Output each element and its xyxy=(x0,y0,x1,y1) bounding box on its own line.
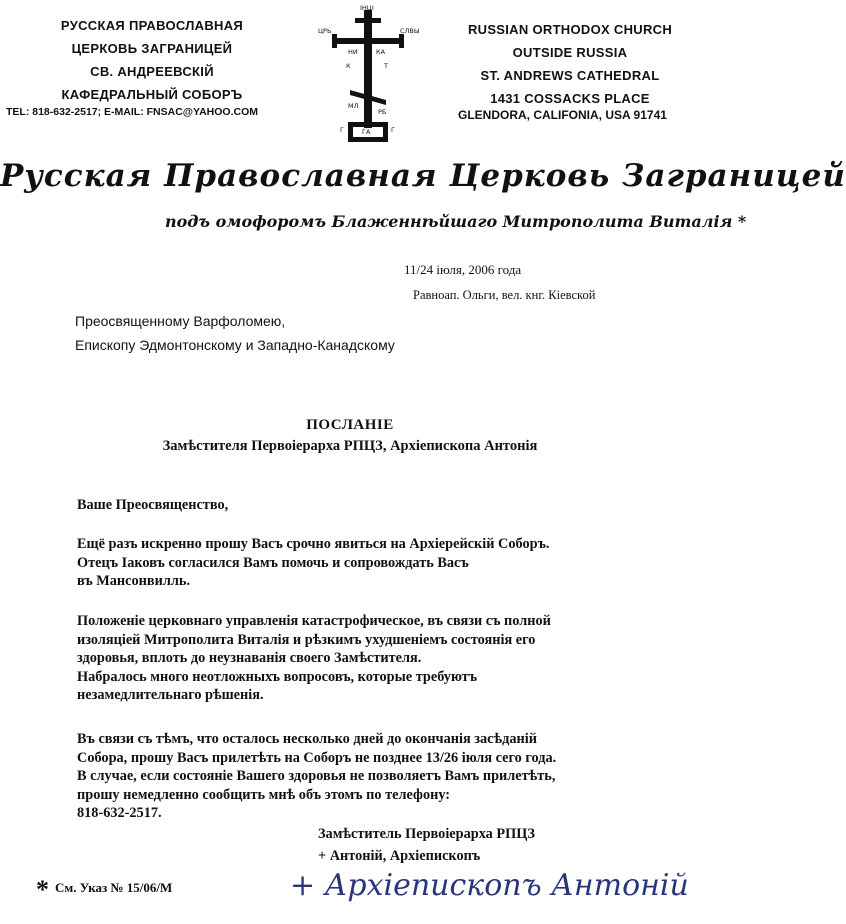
header-right-line: RUSSIAN ORTHODOX CHURCH xyxy=(467,22,673,37)
cross-label-base-left: Г xyxy=(340,126,344,134)
cross-label-center-left: НИ xyxy=(348,48,358,56)
footnote-mark: * xyxy=(36,875,49,904)
paragraph-line: Положеніе церковнаго управленія катастрофическое, въ связи съ полной xyxy=(77,613,551,629)
addressee-line: Преосвященному Варфоломею, xyxy=(75,313,286,329)
header-right-contact: GLENDORA, CALIFONIA, USA 91741 xyxy=(458,108,667,122)
paragraph-line: В случае, если состояніе Вашего здоровья не позволяетъ Вамъ прилетѣть, xyxy=(77,768,556,784)
header-left-line: КАФЕДРАЛЬНЫЙ СОБОРЪ xyxy=(61,87,243,102)
document-title: ПОСЛАНІЕ xyxy=(306,417,394,433)
cross-label-lower-left: МЛ xyxy=(348,102,359,110)
phone-number: 818-632-2517. xyxy=(77,805,162,821)
cross-label-top: ІНЦІ xyxy=(360,4,374,12)
header-left-line: СВ. АНДРЕЕВСКІЙ xyxy=(90,64,214,79)
subtitle-text: подъ омофоромъ Блаженнѣйшаго Митрополита Виталія xyxy=(165,212,733,231)
cross-label-k: К xyxy=(346,62,351,70)
header-left-line: РУССКАЯ ПРАВОСЛАВНАЯ xyxy=(60,18,244,33)
paragraph-1 xyxy=(77,535,697,591)
signature-name: + Антоній, Архіепископъ xyxy=(318,848,481,864)
cross-shape xyxy=(332,10,404,142)
cross-label-base-center: ГА xyxy=(362,128,371,136)
subtitle-footnote-mark: * xyxy=(737,212,747,231)
paragraph-line: въ Мансонвилль. xyxy=(77,573,191,589)
signature-title: Замѣститель Первоіерарха РПЦЗ xyxy=(318,826,535,842)
header-right-line: 1431 COSSACKS PLACE xyxy=(490,91,650,106)
header-left-block xyxy=(2,14,302,106)
header-left-contact: TEL: 818-632-2517; E-MAIL: FNSAC@YAHOO.COM xyxy=(6,106,258,118)
cross-label-t: Т xyxy=(384,62,388,70)
cross-label-left-arm: ЦРЬ xyxy=(318,27,332,35)
paragraph-line: Ещё разъ искренно прошу Васъ срочно явиться на Архіерейскій Соборъ. xyxy=(77,536,550,552)
letterhead-title: Русская Православная Церковь Заграницей xyxy=(0,158,846,194)
orthodox-cross-icon xyxy=(318,4,418,154)
greeting: Ваше Преосвященство, xyxy=(77,497,229,513)
paragraph-line: незамедлительнаго рѣшенія. xyxy=(77,687,264,703)
paragraph-3 xyxy=(77,730,697,823)
handwritten-signature: + Архіепископъ Антоній xyxy=(290,868,689,903)
paragraph-line: прошу немедленно сообщить мнѣ объ этомъ по телефону: xyxy=(77,786,451,803)
letterhead-subtitle xyxy=(165,212,747,231)
cross-label-base-right: Г xyxy=(391,126,395,134)
letter-date: 11/24 іюля, 2006 года xyxy=(404,262,522,277)
paragraph-line: Въ связи съ тѣмъ, что осталось несколько дней до окончанія засѣданій xyxy=(77,731,537,747)
feast-day: Равноап. Ольги, вел. кнг. Кіевской xyxy=(413,288,596,302)
header-right-line: OUTSIDE RUSSIA xyxy=(512,45,628,60)
addressee-line: Епископу Эдмонтонскому и Западно-Канадскому xyxy=(75,337,395,353)
cross-label-center-right: КА xyxy=(376,48,386,56)
paragraph-2 xyxy=(77,612,697,705)
document-subtitle: Замѣстителя Первоіерарха РПЦЗ, Архіепископа Антонія xyxy=(162,438,538,454)
header-right-block xyxy=(440,18,700,110)
cross-label-lower-right: РБ xyxy=(378,108,387,116)
paragraph-line: Набралось много неотложныхъ вопросовъ, которые требуютъ xyxy=(77,668,478,685)
header-left-line: ЦЕРКОВЬ ЗАГРАНИЦЕЙ xyxy=(71,41,233,56)
paragraph-line: Собора, прошу Васъ прилетѣть на Соборъ не позднее 13/26 іюля сего года. xyxy=(77,749,557,766)
footnote-text: См. Указ № 15/06/М xyxy=(55,880,173,895)
footnote xyxy=(36,875,172,905)
cross-label-right-arm: СЛВЫ xyxy=(400,27,420,35)
header-right-line: ST. ANDREWS CATHEDRAL xyxy=(480,68,660,83)
paragraph-line: изоляціей Митрополита Виталія и рѣзкимъ ухудшеніемъ состоянія его xyxy=(77,631,536,648)
paragraph-line: Отецъ Іаковъ согласился Вамъ помочь и сопровождать Васъ xyxy=(77,554,469,571)
paragraph-line: здоровья, вплоть до неузнаванія своего Замѣстителя. xyxy=(77,650,422,666)
